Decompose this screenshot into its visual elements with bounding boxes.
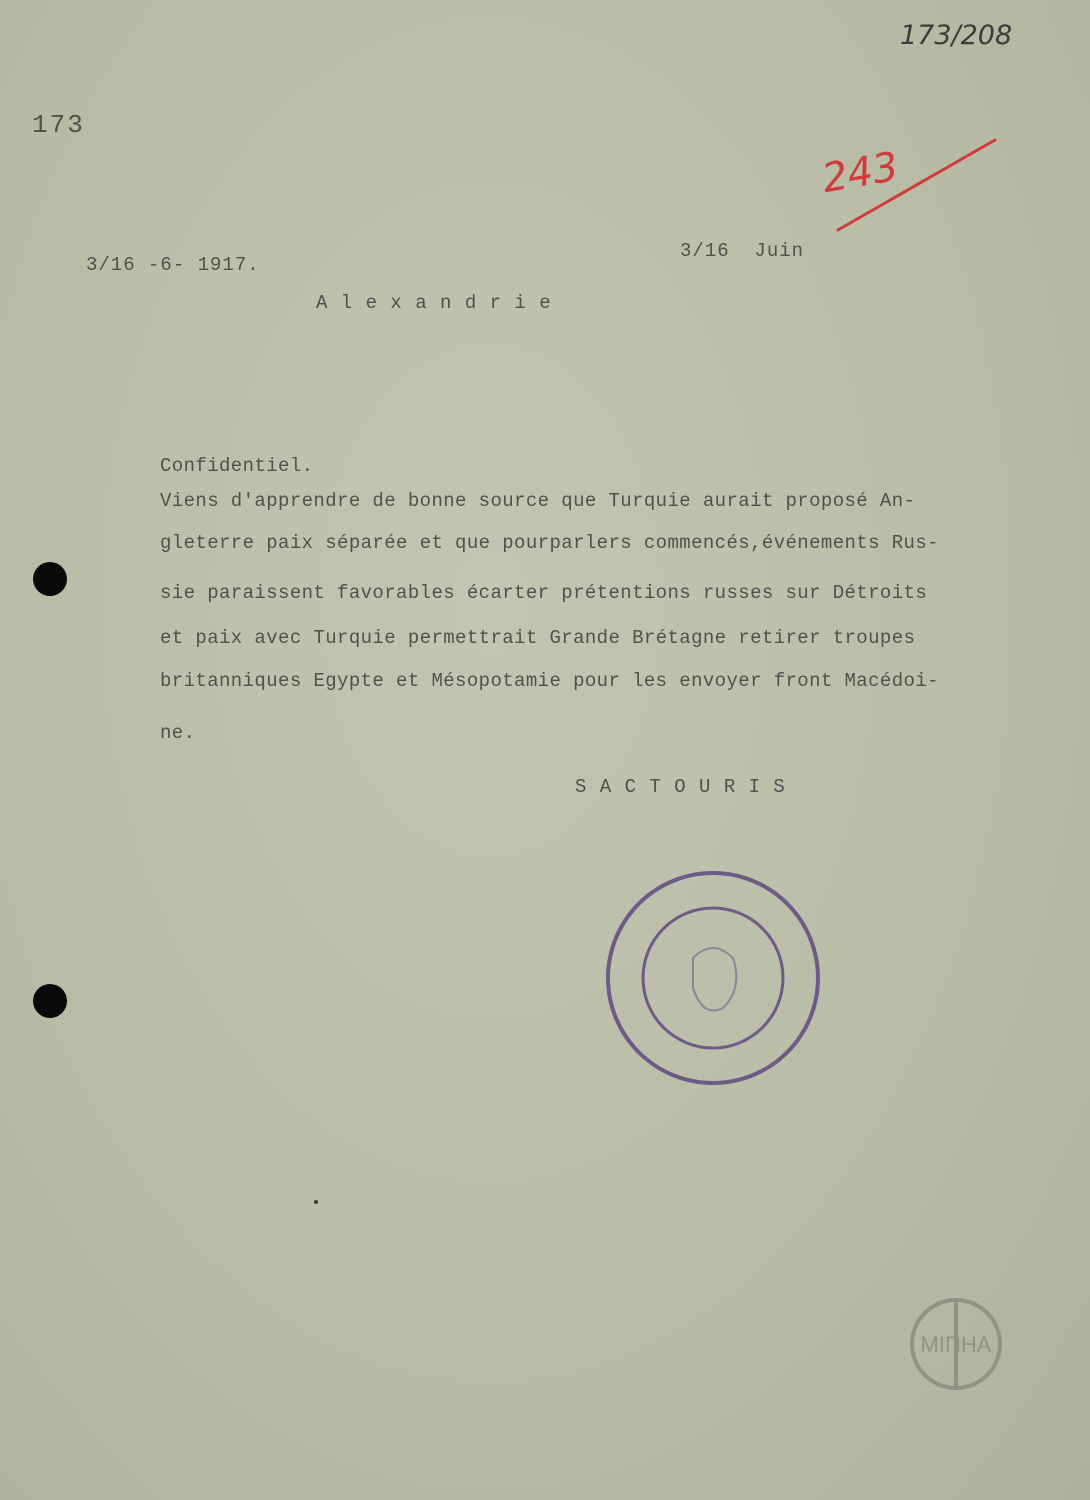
ministry-stamp — [603, 868, 823, 1088]
archive-reference: 173/208 — [900, 20, 1013, 51]
archive-watermark — [902, 1290, 1010, 1398]
watermark-text: ΜΙΠΗΑ — [920, 1332, 992, 1357]
red-pencil-number: 243 — [818, 143, 902, 203]
date-right: 3/16 Juin — [680, 240, 805, 262]
page-number: 173 — [32, 110, 85, 140]
body-line: britanniques Egypte et Mésopotamie pour les envoyer front Macédoi- — [160, 670, 939, 692]
body-heading: Confidentiel. — [160, 455, 314, 477]
signature: S A C T O U R I S — [575, 776, 786, 798]
date-left: 3/16 -6- 1917. — [86, 254, 260, 276]
body-line: Viens d'apprendre de bonne source que Turquie aurait proposé An- — [160, 490, 916, 512]
body-line: et paix avec Turquie permettrait Grande Brétagne retirer troupes — [160, 627, 916, 649]
punch-hole-top — [33, 562, 67, 596]
body-line: ne. — [160, 722, 196, 744]
body-line: gleterre paix séparée et que pourparlers commencés,événements Rus- — [160, 532, 939, 554]
punch-hole-bottom — [33, 984, 67, 1018]
body-line: sie paraissent favorables écarter prétentions russes sur Détroits — [160, 582, 928, 604]
red-pencil-stroke — [830, 130, 1010, 240]
place-heading: A l e x a n d r i e — [316, 292, 552, 314]
stray-dot — [314, 1200, 318, 1204]
